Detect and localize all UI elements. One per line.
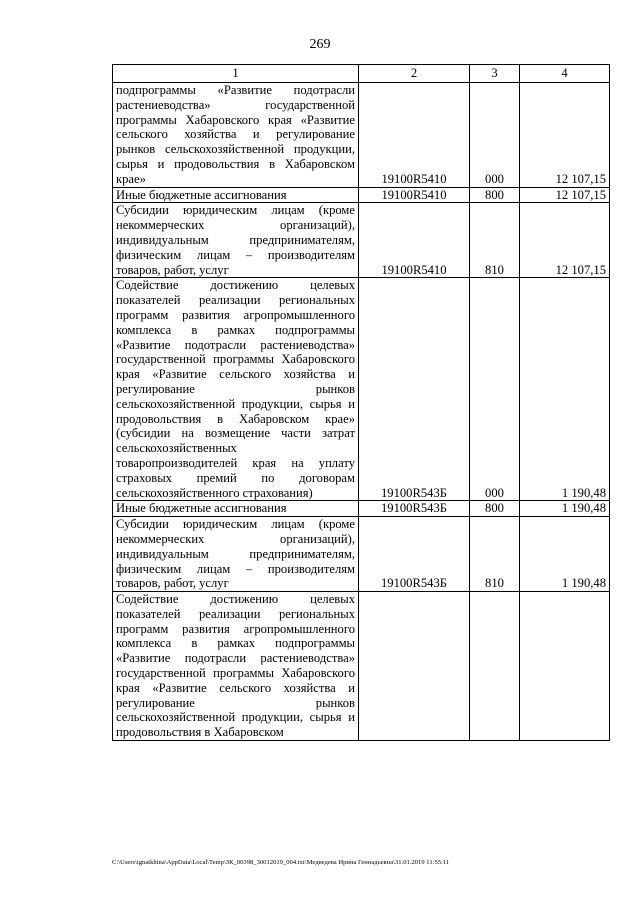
row-name: Субсидии юридическим лицам (кроме некоммерческих организаций), индивидуальным предпринимателям, физическим лицам – производителям товаров, работ, услуг	[113, 517, 359, 592]
row-name: Иные бюджетные ассигнования	[113, 501, 359, 517]
row-target-code: 19100R543Б	[359, 501, 470, 517]
row-amount: 1 190,48	[520, 278, 610, 501]
row-expense-type: 800	[470, 187, 520, 203]
row-expense-type	[470, 592, 520, 741]
header-col-1: 1	[113, 65, 359, 83]
header-col-4: 4	[520, 65, 610, 83]
row-expense-type: 000	[470, 278, 520, 501]
row-amount: 12 107,15	[520, 83, 610, 188]
table-header-row	[113, 65, 610, 83]
table-row	[113, 203, 610, 278]
row-amount: 12 107,15	[520, 187, 610, 203]
row-target-code: 19100R5410	[359, 203, 470, 278]
table-row	[113, 278, 610, 501]
row-name: подпрограммы «Развитие подотрасли растениеводства» государственной программы Хабаровского края «Развитие сельского хозяйства и регулирование рынков сельскохозяйственной продукции, сырья и продовольствия в Хабаровском крае»	[113, 83, 359, 188]
table-row	[113, 83, 610, 188]
row-name: Содействие достижению целевых показателей реализации региональных программ развития агропромышленного комплекса в рамках подпрограммы «Развитие подотрасли растениеводства» государственной программы Хабаровского края «Развитие сельского хозяйства и регулирование рынков сельскохозяйственной продукции, сырья и продовольствия в Хабаровском крае» (субсидии на возмещение части затрат сельскохозяйственных товаропроизводителей края на уплату страховых премий по договорам сельскохозяйственного страхования)	[113, 278, 359, 501]
row-amount: 1 190,48	[520, 517, 610, 592]
row-expense-type: 000	[470, 83, 520, 188]
file-path-footer: C:\Users\ignatkhina\AppData\Local\Temp\ЗК_00398_30012019_004.txt\Медведева Ирина Геннадьевна\31.01.2019 11:55:11	[112, 859, 450, 866]
table-row	[113, 592, 610, 741]
row-amount: 12 107,15	[520, 203, 610, 278]
row-amount	[520, 592, 610, 741]
budget-table	[112, 64, 610, 741]
row-expense-type: 810	[470, 203, 520, 278]
header-col-2: 2	[359, 65, 470, 83]
row-target-code: 19100R5410	[359, 187, 470, 203]
row-amount: 1 190,48	[520, 501, 610, 517]
row-expense-type: 800	[470, 501, 520, 517]
row-target-code: 19100R543Б	[359, 278, 470, 501]
row-expense-type: 810	[470, 517, 520, 592]
row-target-code	[359, 592, 470, 741]
row-target-code: 19100R5410	[359, 83, 470, 188]
page-number: 269	[309, 37, 331, 52]
table-row	[113, 517, 610, 592]
row-target-code: 19100R543Б	[359, 517, 470, 592]
row-name: Содействие достижению целевых показателей реализации региональных программ развития агропромышленного комплекса в рамках подпрограммы «Развитие подотрасли растениеводства» государственной программы Хабаровского края «Развитие сельского хозяйства и регулирование рынков сельскохозяйственной продукции, сырья и продовольствия в Хабаровском	[113, 592, 359, 741]
table-row	[113, 187, 610, 203]
row-name: Субсидии юридическим лицам (кроме некоммерческих организаций), индивидуальным предпринимателям, физическим лицам – производителям товаров, работ, услуг	[113, 203, 359, 278]
row-name: Иные бюджетные ассигнования	[113, 187, 359, 203]
header-col-3: 3	[470, 65, 520, 83]
table-row	[113, 501, 610, 517]
